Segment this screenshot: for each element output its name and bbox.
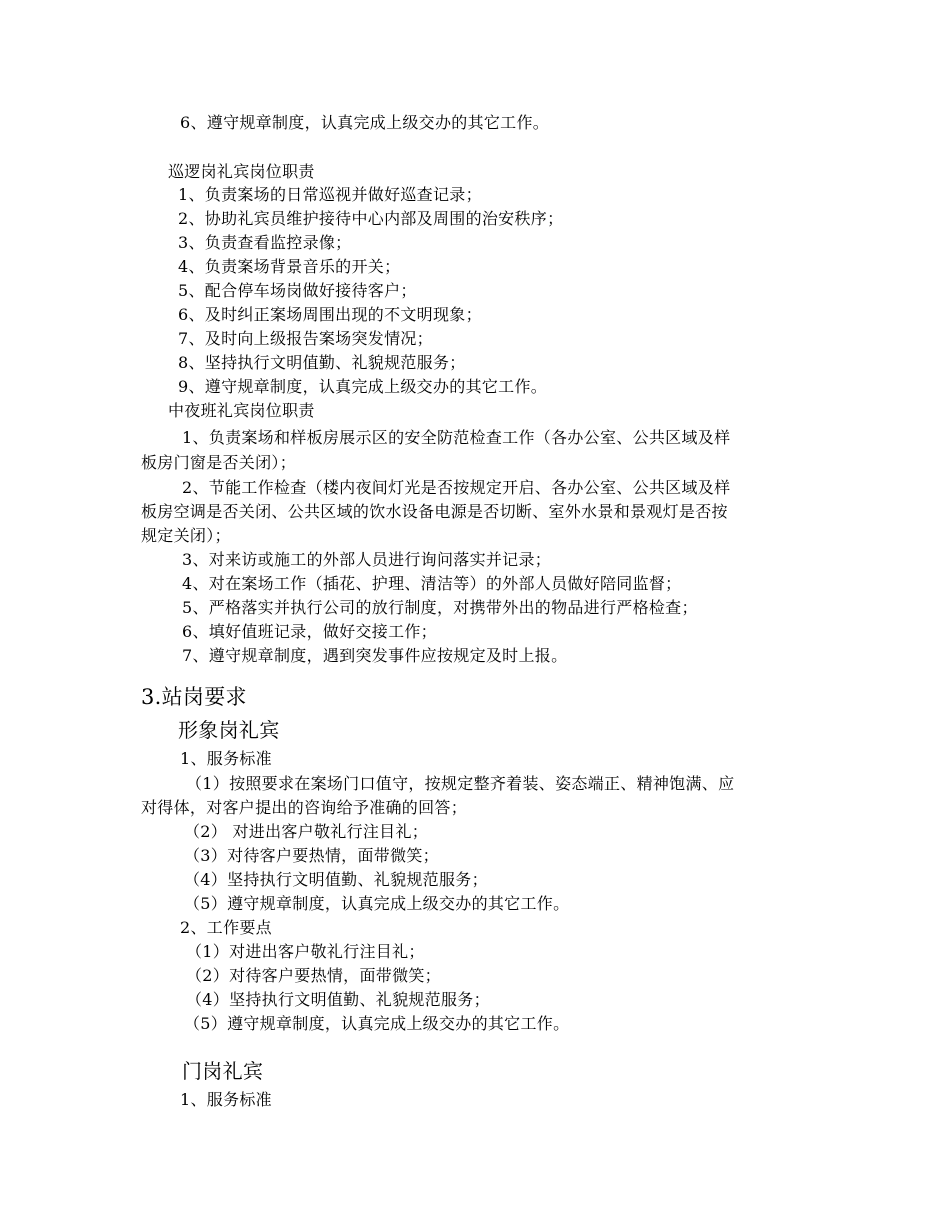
work-point-5: （5）遵守规章制度，认真完成上级交办的其它工作。 [184, 1014, 570, 1033]
image-post-title: 形象岗礼宾 [178, 718, 280, 742]
night-item-7: 7、遵守规章制度，遇到突发事件应按规定及时上报。 [182, 646, 568, 665]
work-point-1: （1）对进出客户敬礼行注目礼； [186, 942, 425, 961]
night-item-4: 4、对在案场工作（插花、护理、清洁等）的外部人员做好陪同监督； [182, 574, 682, 593]
standard-item-5: （5）遵守规章制度，认真完成上级交办的其它工作。 [184, 894, 570, 913]
service-standard-title: 1、服务标准 [180, 749, 272, 768]
gate-service-standard-title: 1、服务标准 [180, 1090, 272, 1109]
night-item-6: 6、填好值班记录，做好交接工作； [182, 622, 437, 641]
standard-item-1-line-a: （1）按照要求在案场门口值守，按规定整齐着装、姿态端正、精神饱满、应 [186, 774, 735, 793]
work-point-2: （2）对待客户要热情，面带微笑； [186, 966, 441, 985]
patrol-item-7: 7、及时向上级报告案场突发情况； [178, 329, 433, 348]
patrol-item-3: 3、负责查看监控录像； [178, 233, 352, 252]
night-item-2-line-b: 板房空调是否关闭、公共区域的饮水设备电源是否切断、室外水景和景观灯是否按 [141, 502, 728, 521]
work-point-4: （4）坚持执行文明值勤、礼貌规范服务； [186, 990, 490, 1009]
patrol-item-2: 2、协助礼宾员维护接待中心内部及周围的治安秩序； [178, 209, 564, 228]
night-item-1-line-b: 板房门窗是否关闭）； [141, 453, 297, 472]
patrol-item-4: 4、负责案场背景音乐的开关； [178, 257, 401, 276]
night-item-2-line-a: 2、节能工作检查（楼内夜间灯光是否按规定开启、各办公室、公共区域及样 [182, 478, 731, 497]
standard-item-4: （4）坚持执行文明值勤、礼貌规范服务； [184, 870, 488, 889]
patrol-item-8: 8、坚持执行文明值勤、礼貌规范服务； [178, 353, 466, 372]
patrol-duties-title: 巡逻岗礼宾岗位职责 [168, 162, 315, 181]
gate-post-title: 门岗礼宾 [182, 1059, 264, 1083]
night-shift-duties-title: 中夜班礼宾岗位职责 [168, 401, 315, 420]
patrol-item-1: 1、负责案场的日常巡视并做好巡查记录； [178, 185, 482, 204]
section-3-title: 3.站岗要求 [141, 685, 247, 709]
work-points-title: 2、工作要点 [180, 918, 272, 937]
night-item-3: 3、对来访或施工的外部人员进行询问落实并记录； [182, 550, 552, 569]
standard-item-2: （2） 对进出客户敬礼行注目礼； [184, 822, 429, 841]
patrol-item-5: 5、配合停车场岗做好接待客户； [178, 281, 417, 300]
duty-item-6: 6、遵守规章制度，认真完成上级交办的其它工作。 [180, 113, 550, 132]
standard-item-1-line-b: 对得体，对客户提出的咨询给予准确的回答； [141, 798, 468, 817]
standard-item-3: （3）对待客户要热情，面带微笑； [184, 846, 439, 865]
night-item-5: 5、严格落实并执行公司的放行制度，对携带外出的物品进行严格检查； [182, 598, 698, 617]
patrol-item-6: 6、及时纠正案场周围出现的不文明现象； [178, 305, 482, 324]
night-item-2-line-c: 规定关闭）； [141, 526, 231, 545]
patrol-item-9: 9、遵守规章制度，认真完成上级交办的其它工作。 [178, 377, 548, 396]
night-item-1-line-a: 1、负责案场和样板房展示区的安全防范检查工作（各办公室、公共区域及样 [182, 428, 731, 447]
